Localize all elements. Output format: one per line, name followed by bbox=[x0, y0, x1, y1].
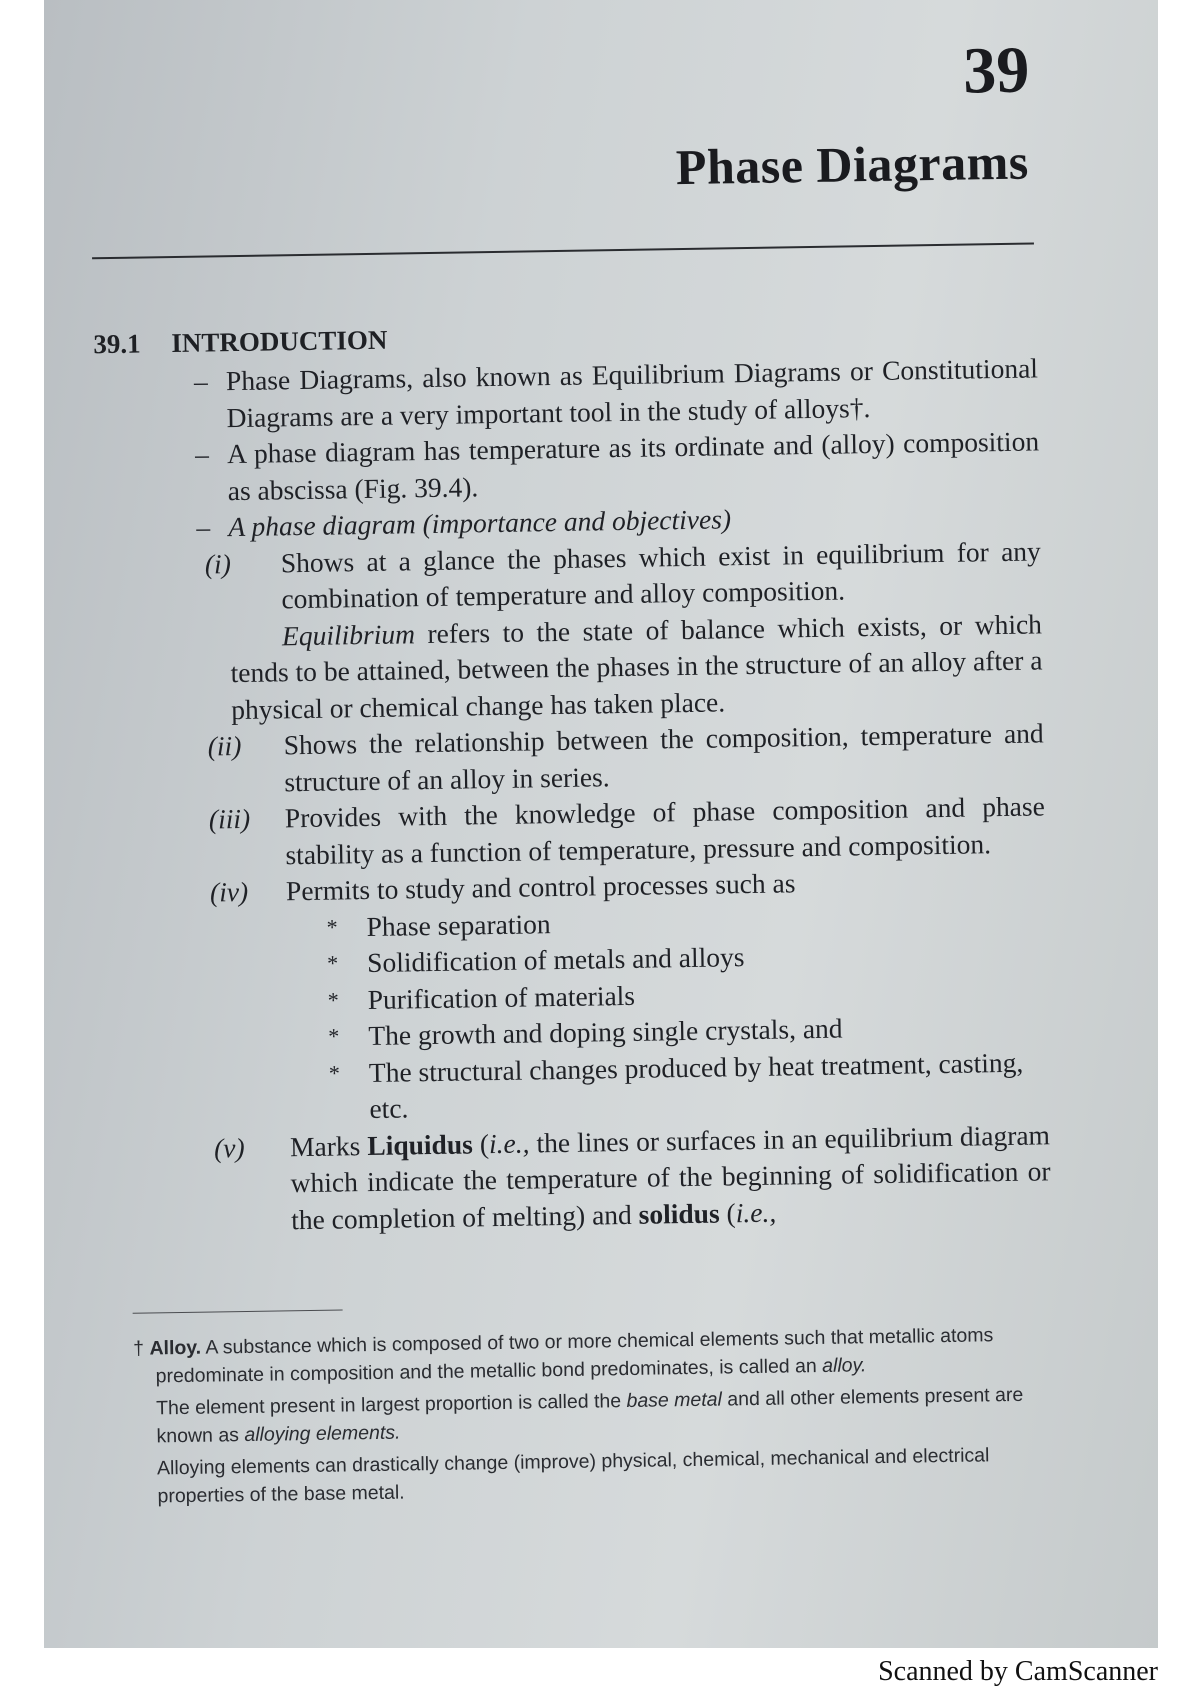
dash-marker: – bbox=[194, 438, 210, 470]
section-number: 39.1 bbox=[93, 328, 141, 360]
dash-item-text: A phase diagram (importance and objectives) bbox=[228, 503, 732, 543]
text-run: the lines or surfaces in an equilibrium diagram which indicate the temperature of the beginning of solidification or the completion of melting) and bbox=[290, 1118, 1051, 1235]
section-title: INTRODUCTION bbox=[171, 324, 388, 359]
objective-label: (iii) bbox=[208, 802, 251, 835]
objective-label: (v) bbox=[213, 1131, 245, 1163]
footnote-alloying-effects: Alloying elements can drastically change (improve) physical, chemical, mechanical and electrical properties of the base metal. bbox=[156, 1444, 990, 1508]
text-run: Marks bbox=[289, 1129, 368, 1162]
chapter-title: Phase Diagrams bbox=[675, 133, 1030, 196]
solidus-term: solidus bbox=[638, 1197, 720, 1230]
objective-label: (i) bbox=[204, 547, 232, 580]
bullet-marker: * bbox=[326, 950, 339, 976]
intro-content bbox=[190, 350, 1052, 1239]
bullet-marker: * bbox=[328, 1059, 341, 1086]
footnote-alloy-definition bbox=[133, 1320, 1054, 1390]
dash-item-1 bbox=[190, 350, 1039, 436]
list-item-text: The growth and doping single crystals, and bbox=[368, 1012, 843, 1052]
objective-label: (ii) bbox=[207, 729, 242, 762]
objective-iii bbox=[197, 788, 1046, 874]
equilibrium-text: refers to the state of balance which exists, or which tends to be attained, between the phases in the structure of an alloy after a physical or chemical change has taken place. bbox=[230, 607, 1043, 725]
footnote bbox=[133, 1320, 1056, 1514]
text-run: ( bbox=[719, 1196, 736, 1229]
text-run: ( bbox=[472, 1127, 490, 1159]
bullet-marker: * bbox=[326, 914, 338, 940]
section-heading bbox=[93, 325, 387, 361]
scanner-watermark: Scanned by CamScanner bbox=[878, 1656, 1158, 1687]
dash-marker: – bbox=[193, 365, 208, 397]
objective-i bbox=[193, 533, 1042, 619]
book-page bbox=[44, 0, 1158, 1648]
text-run: base metal bbox=[626, 1388, 723, 1413]
objective-v bbox=[202, 1117, 1052, 1240]
list-item bbox=[329, 1044, 1050, 1128]
list-item-text: Phase separation bbox=[366, 907, 551, 942]
ie-abbrev: i.e., bbox=[488, 1127, 530, 1159]
objective-ii bbox=[195, 715, 1044, 801]
footnote-base-metal bbox=[134, 1380, 1055, 1450]
ie-abbrev: i.e., bbox=[735, 1196, 777, 1228]
objective-text bbox=[290, 1119, 1051, 1235]
dagger-mark: † bbox=[133, 1337, 145, 1360]
objective-label: (iv) bbox=[209, 875, 249, 908]
chapter-number: 39 bbox=[962, 33, 1030, 108]
dash-marker: – bbox=[196, 511, 211, 543]
bullet-marker: * bbox=[327, 986, 339, 1013]
bullet-marker: * bbox=[328, 1023, 340, 1049]
list-item-text: Purification of materials bbox=[367, 979, 636, 1015]
objective-text: Shows the relationship between the composition, temperature and structure of an alloy in series. bbox=[283, 717, 1044, 797]
title-rule bbox=[92, 242, 1034, 259]
objective-text: Provides with the knowledge of phase composition and phase stability as a function of temperature, pressure and composition. bbox=[284, 790, 1046, 870]
dash-item-2 bbox=[191, 423, 1040, 509]
objective-text: Shows at a glance the phases which exist in equilibrium for any combination of temperature and alloy composition. bbox=[280, 534, 1042, 615]
footnote-rule bbox=[133, 1309, 343, 1313]
scanned-photo bbox=[44, 0, 1158, 1648]
dash-item-text: Phase Diagrams, also known as Equilibrium Diagrams or Constitutional Diagrams are a very important tool in the study of alloys†. bbox=[225, 352, 1039, 433]
text-run: A substance which is composed of two or more chemical elements such that metallic atoms predominate in composition and the metallic bond predominates, is called an bbox=[155, 1324, 994, 1388]
list-item-text: Solidification of metals and alloys bbox=[366, 941, 745, 979]
dash-item-text: A phase diagram has temperature as its ordinate and (alloy) composition as abscissa (Fig. 39.4). bbox=[226, 425, 1040, 506]
list-item-text: The structural changes produced by heat treatment, casting, etc. bbox=[368, 1046, 1024, 1125]
text-run: alloying elements. bbox=[244, 1421, 401, 1447]
liquidus-term: Liquidus bbox=[367, 1127, 474, 1161]
text-run: alloy. bbox=[822, 1354, 867, 1377]
text-run: and all other elements present are known as bbox=[156, 1383, 1024, 1448]
footnote-term: Alloy. bbox=[149, 1336, 202, 1360]
equilibrium-term: Equilibrium bbox=[281, 617, 416, 651]
equilibrium-definition bbox=[194, 606, 1044, 729]
objective-text: Permits to study and control processes such as bbox=[285, 867, 796, 907]
process-list bbox=[198, 898, 1049, 1130]
text-run: The element present in largest proportion is called the bbox=[155, 1390, 627, 1420]
